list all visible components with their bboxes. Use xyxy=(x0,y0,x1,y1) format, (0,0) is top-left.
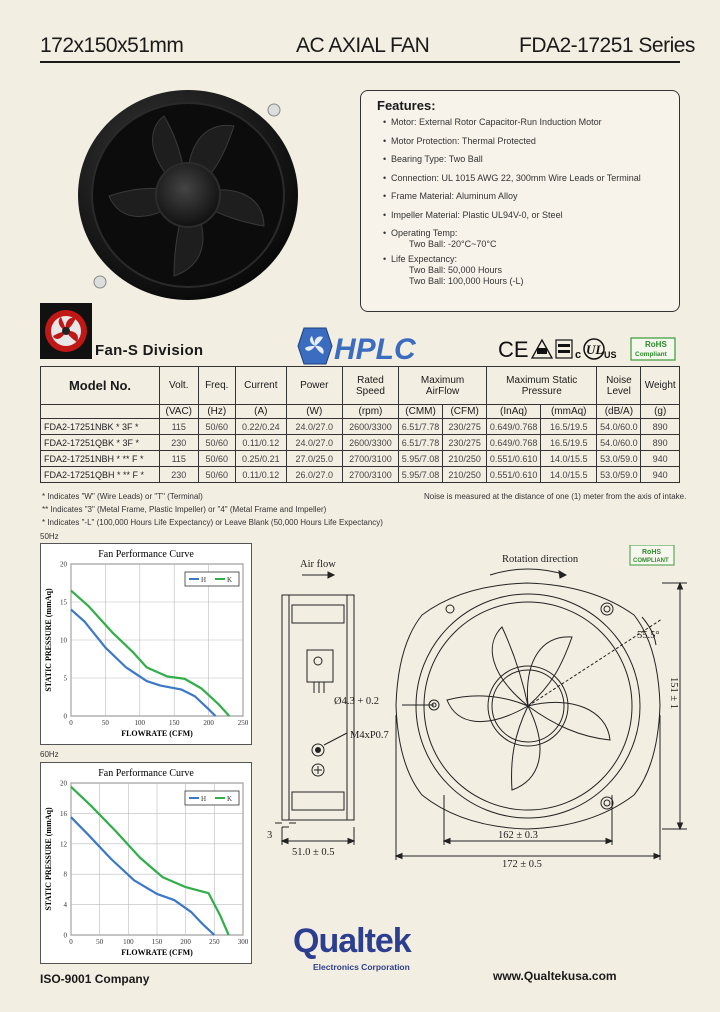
chart-60hz-freq-label: 60Hz xyxy=(40,750,59,759)
x-axis-label: FLOWRATE (CFM) xyxy=(121,948,193,957)
table-unit: (W) xyxy=(286,405,342,419)
technical-drawing xyxy=(262,545,692,870)
y-tick-label: 15 xyxy=(60,598,67,607)
header-dimensions: 172x150x51mm xyxy=(40,34,184,57)
rohs-drawing-compliant: COMPLIANT xyxy=(633,558,669,564)
fan-photo xyxy=(74,86,302,304)
legend-label: K xyxy=(227,576,233,584)
ul-mark-icon xyxy=(584,339,604,359)
airflow-label: Air flow xyxy=(300,559,336,570)
feature-item: • Operating Temp: Two Ball: -20°C~70°C xyxy=(383,228,497,249)
table-unit: (VAC) xyxy=(159,405,198,419)
table-header-airflow: Maximum AirFlow xyxy=(399,367,487,405)
legend-label: H xyxy=(201,576,207,584)
x-tick-label: 300 xyxy=(237,938,249,946)
table-unit: (rpm) xyxy=(342,405,398,419)
chart-title: Fan Performance Curve xyxy=(98,768,194,779)
note-frame: ** Indicates "3" (Metal Frame, Plastic Impeller) or "4" (Metal Frame and Impeller) xyxy=(42,505,327,514)
note-wire-leads: * Indicates "W" (Wire Leads) or "T" (Terminal) xyxy=(42,492,203,501)
x-tick-label: 150 xyxy=(151,938,163,946)
width-outer-dimension: 172 ± 0.5 xyxy=(502,859,542,870)
y-tick-label: 4 xyxy=(63,901,67,910)
x-tick-label: 0 xyxy=(69,719,73,727)
table-unit-blank xyxy=(41,405,160,419)
ul-us-text: US xyxy=(604,350,617,360)
chart-50hz-freq-label: 50Hz xyxy=(40,532,59,541)
tuv-mark-icon xyxy=(532,340,552,358)
feature-item: • Impeller Material: Plastic UL94V-0, or Steel xyxy=(383,209,563,220)
y-axis-label: STATIC PRESSURE (mmAq) xyxy=(44,588,53,692)
feature-item: • Connection: UL 1015 AWG 22, 300mm Wire Leads or Terminal xyxy=(383,172,641,183)
hplc-logo-icon xyxy=(296,326,416,366)
hole-diameter-label: Ø4.3 + 0.2 xyxy=(334,696,380,707)
table-header-weight: Weight xyxy=(641,367,680,405)
certification-logos xyxy=(498,336,680,362)
table-row: FDA2-17251QBH * ** F * 230 50/60 0.11/0.12 26.0/27.0 2700/3100 5.95/7.08 210/250 0.551/0.610 14.0/15.5 53.0/59.0 940 xyxy=(41,467,680,483)
rotation-label: Rotation direction xyxy=(502,554,579,565)
y-tick-label: 0 xyxy=(63,931,67,940)
table-header-noise: Noise Level xyxy=(597,367,641,405)
note-life: * Indicates "-L" (100,000 Hours Life Expectancy) or Leave Blank (50,000 Hours Life Expectancy) xyxy=(42,518,383,527)
svg-text:UL: UL xyxy=(586,342,604,357)
x-tick-label: 150 xyxy=(168,719,180,727)
y-tick-label: 0 xyxy=(63,712,67,721)
table-header-model: Model No. xyxy=(41,367,160,405)
spec-table xyxy=(40,366,680,483)
y-tick-label: 20 xyxy=(60,779,67,788)
rohs-drawing-text: RoHS xyxy=(642,549,662,556)
nemko-mark-icon xyxy=(556,340,572,358)
angle-label: 55.5° xyxy=(637,630,660,641)
x-tick-label: 200 xyxy=(203,719,214,727)
table-header-current: Current xyxy=(235,367,286,405)
table-header-freq: Freq. xyxy=(198,367,235,405)
table-unit: (A) xyxy=(235,405,286,419)
y-tick-label: 12 xyxy=(60,840,67,849)
rohs-text: RoHS xyxy=(645,340,667,349)
rohs-compliant-text: Compliant xyxy=(635,351,667,358)
height-dimension: 151 ± 1 xyxy=(668,677,679,710)
table-unit: (g) xyxy=(641,405,680,419)
features-box xyxy=(360,90,680,312)
screw-thread-label: M4xP0.7 xyxy=(350,730,389,741)
fan-s-division-logo-icon xyxy=(40,303,92,359)
hplc-logo-text: HPLC xyxy=(334,333,416,366)
ce-mark-icon: CE xyxy=(498,337,529,362)
x-axis-label: FLOWRATE (CFM) xyxy=(121,729,193,738)
website-link[interactable]: www.Qualtekusa.com xyxy=(493,969,617,983)
x-tick-label: 250 xyxy=(209,938,220,946)
table-unit: (CMM) xyxy=(399,405,443,419)
feature-item: • Life Expectancy: Two Ball: 50,000 Hours Two Ball: 100,000 Hours (-L) xyxy=(383,254,524,286)
width-inner-dimension: 162 ± 0.3 xyxy=(498,830,538,841)
chart-title: Fan Performance Curve xyxy=(98,549,194,560)
table-unit: (InAq) xyxy=(487,405,541,419)
header-rule xyxy=(40,61,680,63)
y-tick-label: 10 xyxy=(60,636,67,645)
feature-item: • Frame Material: Aluminum Alloy xyxy=(383,191,518,201)
x-tick-label: 100 xyxy=(134,719,146,727)
iso-label: ISO-9001 Company xyxy=(40,972,150,986)
division-label: Fan-S Division xyxy=(95,342,204,359)
x-tick-label: 100 xyxy=(123,938,134,946)
chart-60hz xyxy=(40,762,252,964)
y-tick-label: 16 xyxy=(60,809,67,818)
table-row: FDA2-17251QBK * 3F * 230 50/60 0.11/0.12 24.0/27.0 2600/3300 6.51/7.78 230/275 0.649/0.768 16.5/19.5 54.0/60.0 890 xyxy=(41,435,680,451)
depth-dimension: 51.0 ± 0.5 xyxy=(292,847,335,858)
qualtek-logo: Qualtek xyxy=(293,922,411,960)
y-tick-label: 20 xyxy=(60,560,67,569)
y-tick-label: 8 xyxy=(63,870,67,879)
table-unit: (dB/A) xyxy=(597,405,641,419)
qualtek-subtitle: Electronics Corporation xyxy=(313,962,410,972)
x-tick-label: 0 xyxy=(69,938,73,946)
x-tick-label: 200 xyxy=(180,938,191,946)
features-list xyxy=(383,117,678,295)
y-tick-label: 5 xyxy=(63,674,67,683)
table-unit: (CFM) xyxy=(443,405,487,419)
feature-item: • Motor: External Rotor Capacitor-Run Induction Motor xyxy=(383,117,602,127)
feature-item: • Bearing Type: Two Ball xyxy=(383,154,483,164)
table-header-pressure: Maximum Static Pressure xyxy=(487,367,597,405)
table-row: FDA2-17251NBK * 3F * 115 50/60 0.22/0.24 24.0/27.0 2600/3300 6.51/7.78 230/275 0.649/0.768 16.5/19.5 54.0/60.0 890 xyxy=(41,419,680,435)
x-tick-label: 50 xyxy=(96,938,104,946)
x-tick-label: 250 xyxy=(237,719,249,727)
feature-item: • Motor Protection: Thermal Protected xyxy=(383,135,536,146)
legend-label: K xyxy=(227,795,233,803)
x-tick-label: 50 xyxy=(101,719,109,727)
flange-dimension: 3 xyxy=(267,830,273,841)
note-noise: Noise is measured at the distance of one (1) meter from the axis of intake. xyxy=(424,492,687,501)
y-axis-label: STATIC PRESSURE (mmAq) xyxy=(44,807,53,911)
ul-c-text: c xyxy=(575,349,582,361)
table-header-power: Power xyxy=(286,367,342,405)
table-unit: (Hz) xyxy=(198,405,235,419)
table-unit: (mmAq) xyxy=(541,405,597,419)
side-view-outline xyxy=(282,595,354,820)
legend-label: H xyxy=(201,795,207,803)
table-header-speed: Rated Speed xyxy=(342,367,398,405)
table-row: FDA2-17251NBH * ** F * 115 50/60 0.25/0.21 27.0/25.0 2700/3100 5.95/7.08 210/250 0.551/0.610 14.0/15.5 53.0/59.0 940 xyxy=(41,451,680,467)
features-title: Features: xyxy=(377,98,436,113)
chart-50hz xyxy=(40,543,252,745)
header-product-type: AC AXIAL FAN xyxy=(296,34,430,57)
header-series: FDA2-17251 Series xyxy=(519,34,695,57)
table-header-volt: Volt. xyxy=(159,367,198,405)
